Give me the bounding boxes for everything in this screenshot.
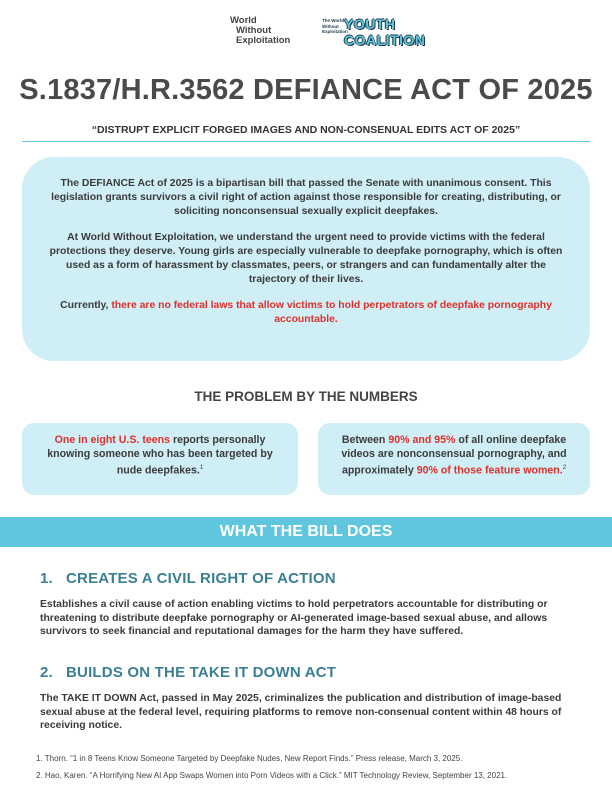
what-the-bill-does-band: WHAT THE BILL DOES <box>0 517 612 547</box>
problem-heading: THE PROBLEM BY THE NUMBERS <box>194 389 418 404</box>
intro-paragraph-1: The DEFIANCE Act of 2025 is a bipartisan bill that passed the Senate with unanimous consent. This legislation grants survivors a civil right of action against those responsible for creating, distributing, or soliciting nonconsensual sexually explicit deepfakes. <box>51 178 561 217</box>
youth-coalition-logo-big-text <box>344 16 426 48</box>
logo-line-3: Exploitation <box>236 35 291 46</box>
intro-box <box>22 157 590 361</box>
item-1-title-text: CREATES A CIVIL RIGHT OF ACTION <box>66 570 336 587</box>
stat-box-teens <box>22 423 298 495</box>
logo-line-2: Without <box>236 25 272 36</box>
stat-2-lead: Between <box>341 434 389 446</box>
yc-small-1: The World <box>322 18 344 23</box>
stat-2-highlight-2: 90% of those feature women. <box>416 464 563 477</box>
footnote-1: 1. Thorn. “1 in 8 Teens Know Someone Targeted by Deepfake Nudes, New Report Finds.” Press release, March 3, 2025. <box>36 754 463 763</box>
intro-paragraph-3 <box>48 299 564 327</box>
item-2-body: The TAKE IT DOWN Act, passed in May 2025, criminalizes the publication and distribution of image-based sexual abuse at the federal level, requiring platforms to remove non-consenual content within 48 hours of receiving notice. <box>40 693 562 731</box>
item-1-number: 1. <box>40 570 53 587</box>
item-2-title <box>40 664 336 681</box>
youth-coalition-logo <box>322 16 426 52</box>
item-2-number: 2. <box>40 664 53 681</box>
item-1-title <box>40 570 336 587</box>
logo-line-1: World <box>230 15 257 26</box>
world-without-exploitation-logo <box>230 16 290 46</box>
intro-paragraph-2: At World Without Exploitation, we understand the urgent need to provide victims with the federal protections they deserve. Young girls are especially vulnerable to deepfake pornography, which is often used as a form of harassment by classmates, peers, or strangers and can fundamentally alter the trajectory of their lives. <box>49 232 563 285</box>
page-title: S.1837/H.R.3562 DEFIANCE ACT OF 2025 <box>19 74 593 106</box>
item-1-body: Establishes a civil cause of action enabling victims to hold perpetrators accountable for distributing or threatening to distribute deepfake pornography or AI-generated image-based sexual abuse, and allows survivors to seek financial and reputational damages for the harm they have suffered. <box>40 599 548 637</box>
yc-small-3: Exploitation <box>322 29 348 34</box>
stat-2-highlight-1: 90% and 95% <box>388 434 456 446</box>
title-divider <box>22 141 590 142</box>
yc-big-1: YOUTH <box>344 16 396 32</box>
stat-1-text: reports personally knowing someone who has been targeted by nude deepfakes. <box>47 434 273 477</box>
stat-box-deepfakes <box>318 423 590 495</box>
footnote-ref-2: 2 <box>562 465 567 471</box>
yc-small-2: Without <box>322 23 339 29</box>
footnote-2: 2. Hao, Karen. “A Horrifying New AI App Swaps Women into Porn Videos with a Click.” MIT Technology Review, September 13, 2021. <box>36 771 508 780</box>
page-subtitle: “DISTRUPT EXPLICIT FORGED IMAGES AND NON-CONSENUAL EDITS ACT OF 2025” <box>91 124 521 136</box>
stat-1-highlight: One in eight U.S. teens <box>54 434 170 446</box>
stat-2-mid: of all online deepfake videos are nonconsensual pornography, and approximately <box>341 434 567 477</box>
intro-p3-lead: Currently, <box>60 300 112 311</box>
footnote-ref-1: 1 <box>199 465 204 471</box>
yc-big-2: COALITION <box>344 32 426 48</box>
intro-p3-highlight: there are no federal laws that allow victims to hold perpetrators of deepfake pornography accountable. <box>111 300 552 325</box>
item-2-title-text: BUILDS ON THE TAKE IT DOWN ACT <box>66 664 337 681</box>
